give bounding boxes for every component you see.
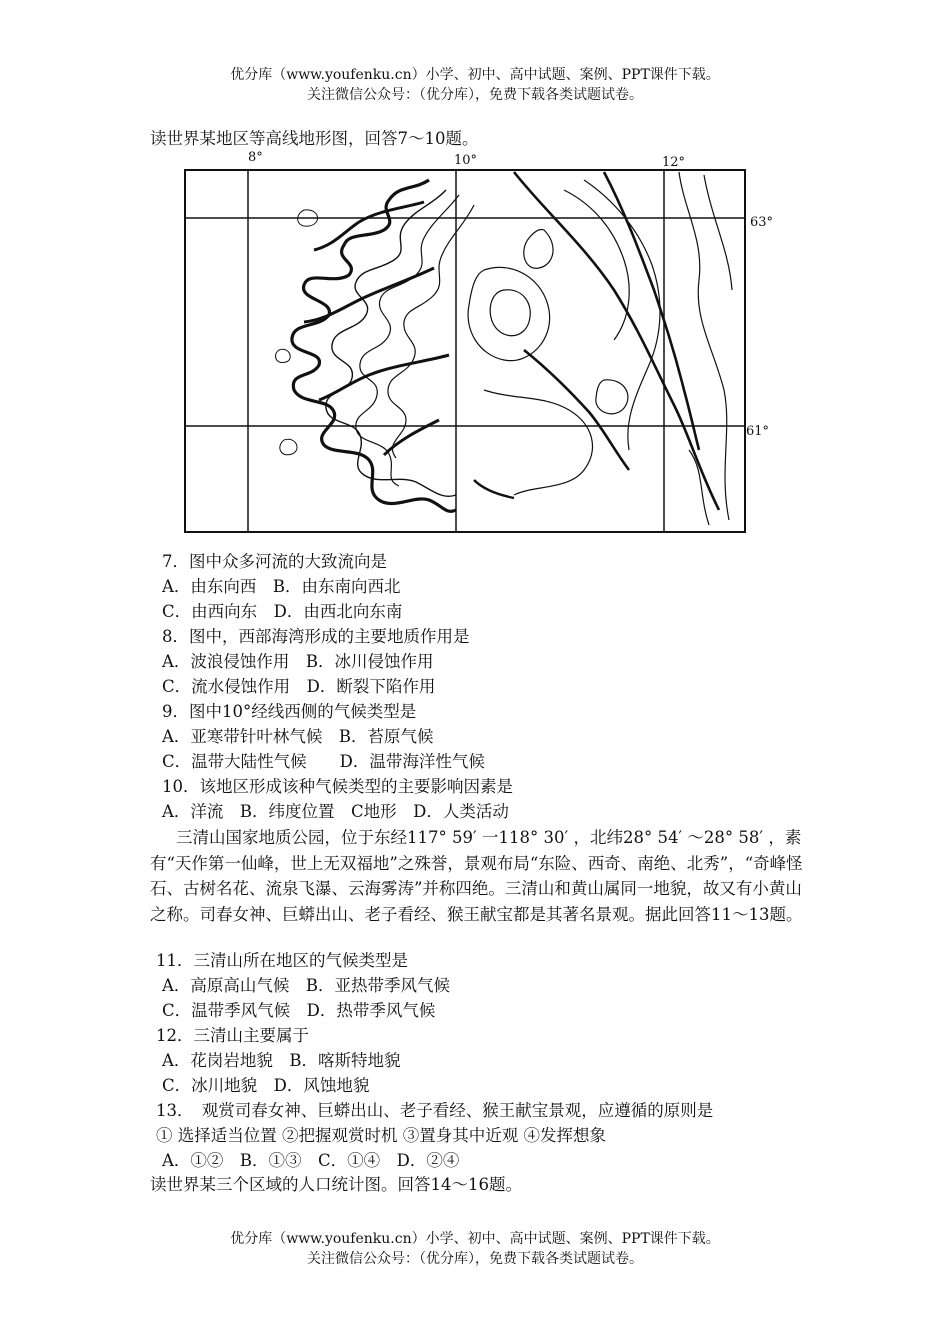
q10-options: A．洋流 B．纬度位置 C地形 D．人类活动 — [162, 802, 509, 821]
map-frame — [185, 170, 745, 532]
q9-options-2: C．温带大陆性气候 D．温带海洋性气候 — [162, 752, 485, 771]
contour-plateau-2 — [490, 290, 530, 336]
contour-plateau-7 — [596, 380, 628, 414]
lon-label-8: 8° — [248, 150, 263, 165]
passage-sanqingshan: 三清山国家地质公园，位于东经117° 59′ 一118° 30′ ，北纬28° 54′ ～28° 58′ ，素有“天作第一仙峰，世上无双福地”之殊誉，景观布局“东险、西奇、南绝、北秀”，“奇峰怪石、古树名花、流泉飞瀑、云海雾涛”并称四绝。三清山和黄山属同一地貌，故又有小黄山之称。司春女神、巨蟒出山、老子看经、猴王献宝都是其著名景观。据此回答11～13题。 — [150, 828, 803, 924]
contour-plateau-5 — [484, 390, 592, 495]
river-2 — [604, 172, 699, 450]
fjord-1 — [314, 202, 424, 250]
lat-label-63: 63° — [750, 215, 774, 230]
lon-label-10: 10° — [454, 153, 478, 168]
contour-plateau-6 — [524, 229, 553, 268]
header-line-1: 优分库（www.youfenku.cn）小学、初中、高中试题、案例、PPT课件下载。 — [230, 67, 720, 83]
river-3 — [524, 350, 629, 470]
q8-options-1: A．波浪侵蚀作用 B．冰川侵蚀作用 — [162, 652, 434, 671]
river-main — [514, 172, 719, 510]
contour-island-3 — [280, 439, 297, 455]
intro-map-question: 读世界某地区等高线地形图，回答7～10题。 — [150, 129, 479, 148]
contour-coast-2 — [356, 195, 459, 486]
q10-stem: 10．该地区形成该种气候类型的主要影响因素是 — [162, 777, 513, 796]
footer-line-1: 优分库（www.youfenku.cn）小学、初中、高中试题、案例、PPT课件下载。 — [230, 1231, 720, 1247]
q13-options: A．①② B．①③ C．①④ D．②④ — [162, 1151, 460, 1170]
coastline — [292, 180, 456, 511]
q12-options-2: C．冰川地貌 D．风蚀地貌 — [162, 1076, 370, 1095]
header-line-2: 关注微信公众号：（优分库），免费下载各类试题试卷。 — [307, 87, 643, 103]
q7-stem: 7．图中众多河流的大致流向是 — [162, 552, 387, 571]
contour-east-1 — [679, 172, 729, 520]
contour-island-2 — [275, 349, 290, 362]
q13-stem: 13． 观赏司春女神、巨蟒出山、老子看经、猴王献宝景观，应遵循的原则是 — [156, 1101, 714, 1120]
q9-options-1: A．亚寒带针叶林气候 B．苔原气候 — [162, 727, 434, 746]
q8-stem: 8．图中，西部海湾形成的主要地质作用是 — [162, 627, 470, 646]
footer-line-2: 关注微信公众号：（优分库），免费下载各类试题试卷。 — [307, 1251, 643, 1267]
q13-choices: ① 选择适当位置 ②把握观赏时机 ③置身其中近观 ④发挥想象 — [156, 1126, 606, 1145]
q12-options-1: A．花岗岩地貌 B．喀斯特地貌 — [162, 1051, 401, 1070]
lon-label-12: 12° — [662, 155, 686, 170]
q8-options-2: C．流水侵蚀作用 D．断裂下陷作用 — [162, 677, 436, 696]
q7-options-2: C．由西向东 D．由西北向东南 — [162, 602, 403, 621]
contour-map — [184, 150, 774, 538]
fjord-3 — [319, 355, 449, 400]
q11-options-1: A．高原高山气候 B．亚热带季风气候 — [162, 976, 451, 995]
intro-population-question: 读世界某三个区域的人口统计图。回答14～16题。 — [150, 1175, 522, 1194]
lat-label-61: 61° — [746, 424, 770, 439]
contour-east-2 — [704, 175, 732, 290]
contour-plateau-1 — [468, 267, 550, 360]
q11-stem: 11．三清山所在地区的气候类型是 — [156, 951, 408, 970]
q7-options-1: A．由东向西 B．由东南向西北 — [162, 577, 401, 596]
q11-options-2: C．温带季风气候 D．热带季风气候 — [162, 1001, 436, 1020]
river-4 — [474, 480, 514, 498]
q9-stem: 9．图中10°经线西侧的气候类型是 — [162, 702, 417, 721]
q12-stem: 12．三清山主要属于 — [156, 1026, 309, 1045]
